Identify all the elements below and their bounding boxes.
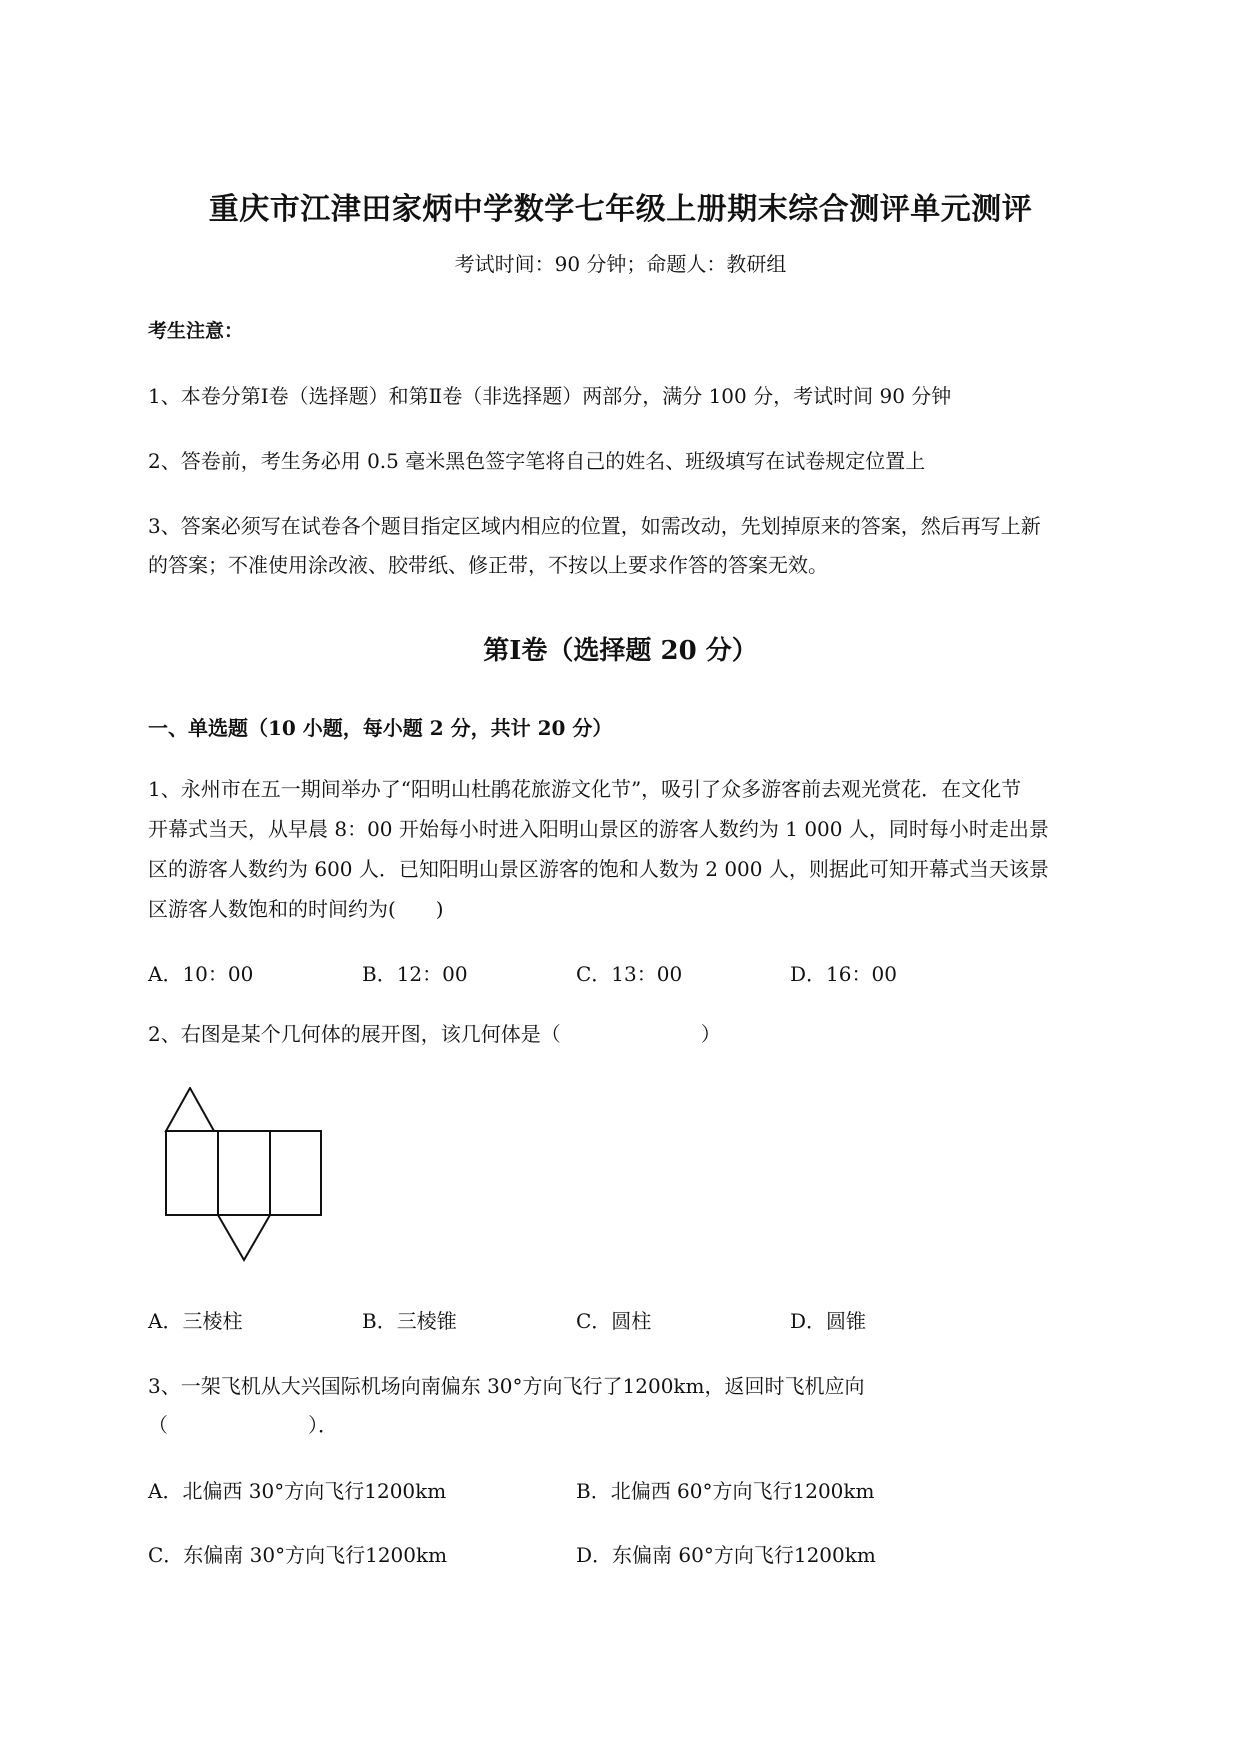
net-bottom-triangle [218,1215,270,1260]
net-face-left [166,1131,218,1215]
page-title: 重庆市江津田家炳中学数学七年级上册期末综合测评单元测评 [208,192,1033,227]
question-3-option-b: B．北偏西 60°方向飞行1200km [576,1479,875,1503]
notice-heading: 考生注意： [148,320,244,342]
question-1-line: 开幕式当天，从早晨 8：00 开始每小时进入阳明山景区的游客人数约为 1 000 人，同时每小时走出景 [148,817,1049,841]
question-1-option-b: B．12：00 [362,962,468,986]
question-2-line: 2、右图是某个几何体的展开图，该几何体是（ ） [148,1022,721,1046]
notice-item-3-continued: 的答案；不准使用涂改液、胶带纸、修正带，不按以上要求作答的答案无效。 [148,553,828,577]
exam-subtitle: 考试时间：90 分钟；命题人：教研组 [454,252,787,276]
question-3-option-d: D．东偏南 60°方向飞行1200km [576,1543,876,1567]
question-3-option-c: C．东偏南 30°方向飞行1200km [148,1543,448,1567]
prism-net-figure [160,1087,330,1267]
question-2-option-d: D．圆锥 [790,1309,867,1333]
net-face-right [270,1131,321,1215]
question-2-option-c: C．圆柱 [576,1309,652,1333]
question-2-option-b: B．三棱锥 [362,1309,457,1333]
notice-item-2: 2、答卷前，考生务必用 0.5 毫米黑色签字笔将自己的姓名、班级填写在试卷规定位置上 [148,449,926,473]
notice-item-1: 1、本卷分第Ⅰ卷（选择题）和第Ⅱ卷（非选择题）两部分，满分 100 分，考试时间 90 分钟 [148,384,952,408]
question-3-option-a: A．北偏西 30°方向飞行1200km [148,1479,447,1503]
section-title: 第Ⅰ卷（选择题 20 分） [483,636,758,666]
question-3-line: （ ）． [148,1413,338,1437]
question-1-option-d: D．16：00 [790,962,897,986]
net-top-triangle [166,1088,214,1131]
question-1-option-a: A．10：00 [148,962,254,986]
question-1-line: 1、永州市在五一期间举办了“阳明山杜鹃花旅游文化节”，吸引了众多游客前去观光赏花．在文化节 [148,777,1022,801]
question-3-line: 3、一架飞机从大兴国际机场向南偏东 30°方向飞行了1200km，返回时飞机应向 [148,1374,865,1398]
question-1-line: 区的游客人数约为 600 人．已知阳明山景区游客的饱和人数为 2 000 人，则据此可知开幕式当天该景 [148,857,1049,881]
notice-item-3: 3、答案必须写在试卷各个题目指定区域内相应的位置，如需改动，先划掉原来的答案，然后再写上新 [148,514,1041,538]
question-1-line: 区游客人数饱和的时间约为( ) [148,897,444,921]
question-2-option-a: A．三棱柱 [148,1309,243,1333]
question-group-heading: 一、单选题（10 小题，每小题 2 分，共计 20 分） [148,716,613,740]
question-1-option-c: C．13：00 [576,962,683,986]
net-face-middle [218,1131,270,1215]
